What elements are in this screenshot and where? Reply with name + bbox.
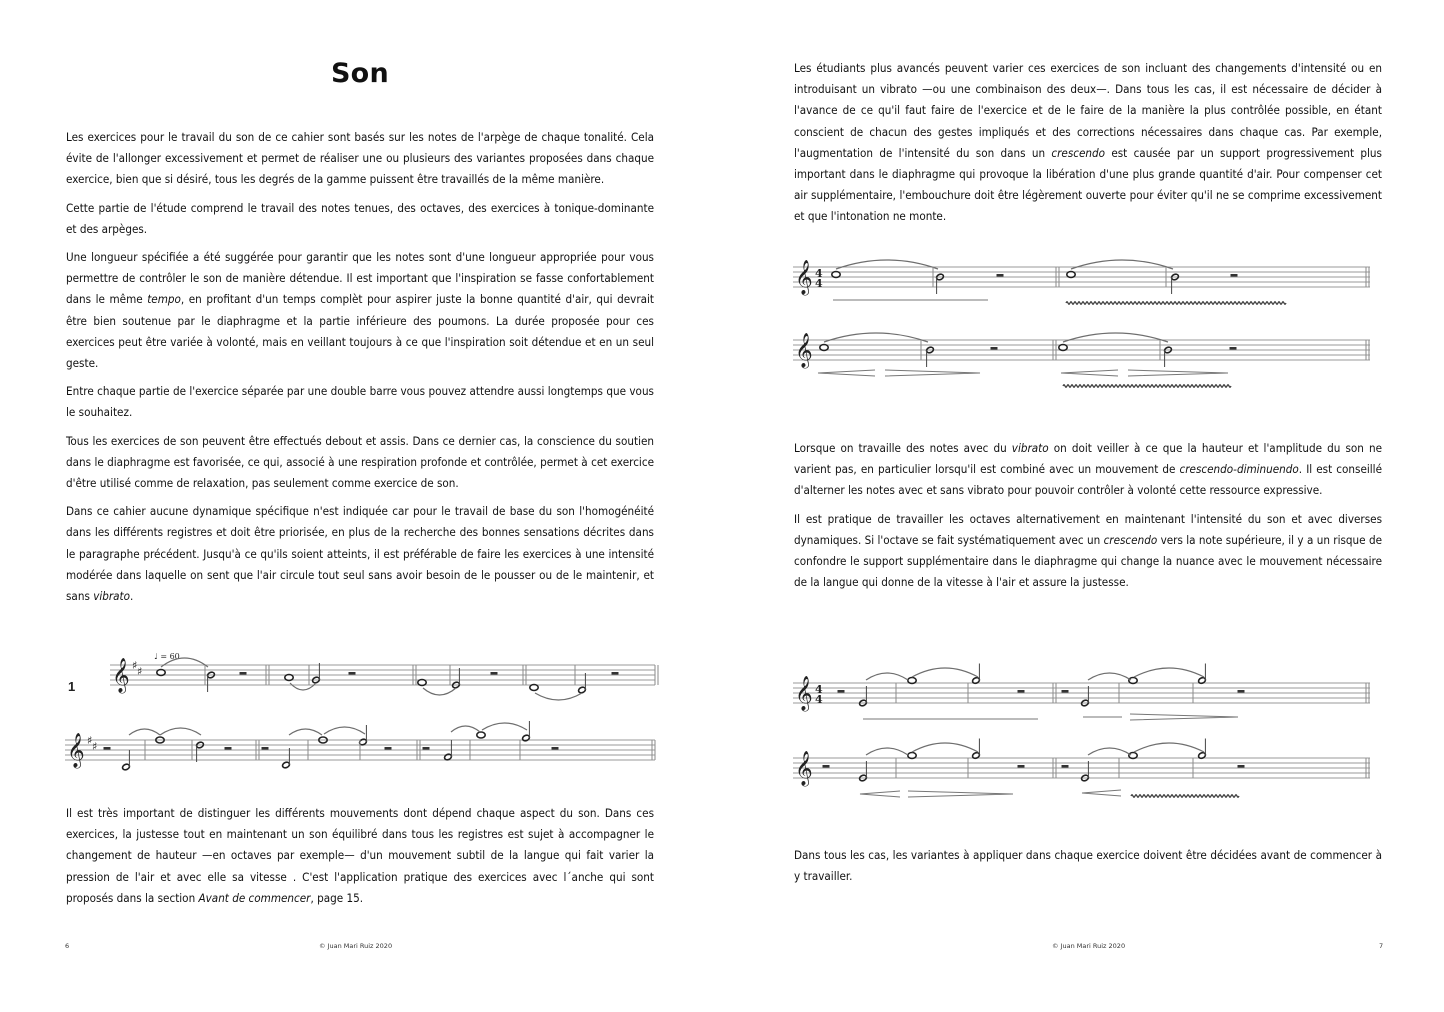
slur	[824, 333, 928, 342]
text-run: Dans ce cahier aucune dynamique spécifique n'est indiquée car pour le travail de base du son l'homogénéité dans les différents registres et doit être priorisée, en plus de la recherche des bonnes sensations décrites dans le paragraphe précédent. Jusqu'à ce qu'ils soient atteints, il est préférable de faire les exercices à une intensité modérée dans laquelle on sent que l'air circule tout seul sans avoir besoin de le pousser ou de le maintenir, et sans	[66, 504, 654, 604]
right-text-end	[794, 845, 1382, 894]
exercise-number: 1	[68, 679, 76, 694]
treble-clef-icon: 𝄞	[795, 260, 813, 295]
slur	[836, 260, 938, 269]
paragraph	[66, 803, 654, 909]
staff-octave-1	[793, 664, 1370, 721]
copyright: © Juan Mari Ruiz 2020	[1052, 942, 1126, 950]
paragraph	[66, 431, 654, 495]
half-rest	[1018, 690, 1025, 693]
right-text-mid	[794, 438, 1382, 600]
staff-line-1	[110, 658, 658, 700]
slur	[160, 728, 201, 735]
text-run: Les étudiants plus avancés peuvent varier ces exercices de son incluant des changements d'intensité ou en introduisant un vibrato —ou une combinaison des deux—. Dans tous les cas, il est nécessaire de décider à l'avance de ce qu'il faut faire de l'exercice et de le faire de la manière la plus contrôlée possible, en étant conscient de chacun des gestes impliqués et des corrections nécessaires dans chaque cas. Par exemple, l'augmentation de l'intensité du son dans un	[794, 61, 1382, 160]
text-run: vers la note supérieure, il y a un risque de confondre le support supplémentaire dans le diaphragme qui change la nuance avec le mouvement nécessaire de la langue qui donne de la vitesse à l'air et assure la justesse.	[794, 532, 1382, 590]
text-run: Il est pratique de travailler les octaves alternativement en maintenant l'intensité du son et avec diverses dynamiques. Si l'octave se fait systématiquement avec un	[794, 511, 1382, 547]
diminuendo-hairpin	[885, 370, 980, 376]
slur	[1088, 748, 1131, 755]
text-run: Il est très important de distinguer les différents mouvements dont dépend chaque aspect du son. Dans ces exercices, la justesse tout en maintenant un son équilibré dans tous les registres est sujet à accompagner le changement de hauteur —en octaves par exemple— d'un mouvement subtil de la langue qui fait varier la pression de l'air et avec elle sa vitesse . C'est l'application pratique des exercices avec l´anche qui sont proposés dans la section	[66, 806, 654, 905]
slur	[451, 726, 480, 732]
paragraph	[66, 247, 654, 374]
variants-score-1	[788, 250, 1378, 400]
slur	[290, 683, 316, 690]
crescendo-hairpin	[818, 370, 875, 376]
half-rest	[1238, 690, 1245, 693]
italic-term: crescendo	[1051, 145, 1106, 160]
page-title: Son	[330, 58, 390, 89]
crescendo-hairpin	[1082, 790, 1121, 796]
vibrato-wave	[1066, 302, 1286, 305]
vibrato-wave	[1131, 795, 1239, 798]
half-rest	[491, 672, 498, 675]
half-rest	[1018, 765, 1025, 768]
page-number: 6	[65, 942, 70, 950]
time-signature: 4	[815, 693, 823, 706]
time-signature: 4	[815, 683, 823, 696]
slur	[423, 688, 456, 695]
slur	[289, 729, 322, 735]
variants-score-2	[788, 655, 1378, 805]
text-run: Cette partie de l'étude comprend le travail des notes tenues, des octaves, des exercices à tonique-dominante et des arpèges.	[66, 200, 654, 236]
slur	[129, 729, 160, 735]
right-text-intro	[794, 58, 1382, 235]
paragraph	[66, 127, 654, 191]
treble-clef-icon: 𝄞	[795, 333, 813, 368]
slur	[1088, 673, 1131, 680]
paragraph	[794, 509, 1382, 594]
sharp-icon: ♯	[132, 659, 138, 672]
whole-note	[477, 732, 485, 738]
half-rest	[225, 747, 232, 750]
half-rest	[385, 747, 392, 750]
text-run: , page 15.	[310, 890, 364, 905]
paragraph	[794, 438, 1382, 502]
italic-term: crescendo	[1103, 532, 1158, 547]
slur	[866, 748, 908, 755]
staff-line-2	[65, 721, 655, 771]
text-run: Entre chaque partie de l'exercice séparée par une double barre vous pouvez attendre aussi longtemps que vous le souhaitez.	[66, 384, 654, 420]
italic-term: vibrato	[93, 589, 131, 604]
slur	[866, 673, 908, 680]
text-run: .	[130, 589, 134, 604]
slur	[1063, 333, 1168, 342]
half-rest	[349, 672, 356, 675]
crescendo-hairpin	[1061, 370, 1118, 376]
slur	[912, 668, 978, 677]
crescendo-hairpin	[860, 791, 900, 797]
half-rest	[997, 274, 1004, 277]
diminuendo-hairpin	[1128, 370, 1228, 376]
time-signature: 4	[815, 277, 823, 290]
treble-clef-icon: 𝄞	[795, 751, 813, 786]
sharp-icon: ♯	[92, 740, 98, 753]
text-run: on doit veiller à ce que la hauteur et l'amplitude du son ne varient pas, en particulier lorsqu'il est combiné avec un mouvement de	[794, 441, 1382, 477]
left-text-intro	[66, 127, 654, 614]
slur	[324, 727, 365, 734]
page-number: 7	[1379, 942, 1384, 950]
half-rest	[262, 747, 269, 750]
diminuendo-hairpin	[908, 791, 1013, 797]
text-run: Lorsque on travaille des notes avec du	[794, 441, 1012, 455]
treble-clef-icon: 𝄞	[67, 733, 85, 768]
half-rest	[838, 690, 845, 693]
slur	[1134, 668, 1204, 677]
italic-term: crescendo-diminuendo	[1179, 462, 1299, 477]
text-run: Les exercices pour le travail du son de ce cahier sont basés sur les notes de l'arpège de chaque tonalité. Cela évite de l'allonger excessivement et permet de réaliser une ou plusieurs des variantes proposées dans chaque exercice, bien que si désiré, tous les degrés de la gamme puissent être travaillés de la même manière.	[66, 130, 654, 187]
text-run: Dans tous les cas, les variantes à appliquer dans chaque exercice doivent être décidées avant de commencer à y travailler.	[794, 848, 1382, 884]
half-rest	[240, 672, 247, 675]
paragraph	[794, 58, 1382, 228]
staff-octave-2	[793, 739, 1370, 798]
sharp-icon: ♯	[87, 734, 93, 747]
diminuendo-hairpin	[1130, 714, 1238, 720]
slur	[1071, 260, 1173, 269]
half-rest	[1062, 690, 1069, 693]
right-page	[722, 0, 1444, 1012]
half-rest	[1062, 765, 1069, 768]
paragraph	[66, 501, 654, 607]
tempo-marking: ♩ = 60	[154, 652, 180, 661]
slur	[482, 723, 527, 730]
half-rest	[612, 672, 619, 675]
half-rest	[423, 747, 430, 750]
staff-sustained-1	[793, 260, 1370, 304]
staff-sustained-2	[793, 333, 1370, 387]
half-rest	[1231, 274, 1238, 277]
text-run: est causée par un support progressivement plus important dans le diaphragme qui provoque la libération d'une plus grande quantité d'air. Pour compenser cet air supplémentaire, l'embouchure doit être légèrement ouverte pour éviter qu'il ne se comprime excessivement et que l'intonation ne monte.	[794, 145, 1382, 224]
left-text-after	[66, 803, 654, 916]
treble-clef-icon: 𝄞	[795, 676, 813, 711]
text-run: Une longueur spécifiée a été suggérée pour garantir que les notes sont d'une longueur appropriée pour vous permettre de contrôler le son de manière détendue. Il est important que l'inspiration se fasse confortablement dans le même	[66, 250, 654, 307]
exercise-1-score	[60, 645, 660, 775]
italic-term: Avant de commencer	[198, 890, 311, 905]
half-rest	[552, 747, 559, 750]
text-run: . Il est conseillé d'alterner les notes avec et sans vibrato pour pouvoir contrôler à volonté cette ressource expressive.	[794, 462, 1382, 498]
half-rest	[104, 747, 111, 750]
treble-clef-icon: 𝄞	[112, 658, 130, 693]
text-run: , en profitant d'un temps complèt pour aspirer juste la bonne quantité d'air, qui devrait être bien soutenue par le diaphragme et la partie inférieure des poumons. La durée proposée pour ces exercices peut être variée à volonté, mais en veillant toujours à ce que l'inspiration soit détendue et en un seul geste.	[66, 292, 654, 371]
slur	[1134, 743, 1204, 752]
text-run: Tous les exercices de son peuvent être effectués debout et assis. Dans ce dernier cas, la conscience du soutien dans le diaphragme est favorisée, ce qui, associé à une respiration profonde et contrôlée, permet à cet exercice d'être utilisé comme de relaxation, pas seulement comme exercice de son.	[66, 433, 654, 491]
copyright: © Juan Mari Ruiz 2020	[319, 942, 393, 950]
vibrato-wave	[1063, 385, 1231, 388]
half-rest	[1230, 347, 1237, 350]
sharp-icon: ♯	[137, 665, 143, 678]
italic-term: tempo	[147, 292, 181, 307]
time-signature: 4	[815, 267, 823, 280]
slur	[912, 743, 978, 752]
half-rest	[991, 347, 998, 350]
italic-term: vibrato	[1011, 441, 1049, 455]
half-rest	[1238, 765, 1245, 768]
half-rest	[823, 765, 830, 768]
paragraph	[66, 198, 654, 240]
slur	[535, 693, 582, 700]
paragraph	[66, 381, 654, 423]
paragraph	[794, 845, 1382, 887]
